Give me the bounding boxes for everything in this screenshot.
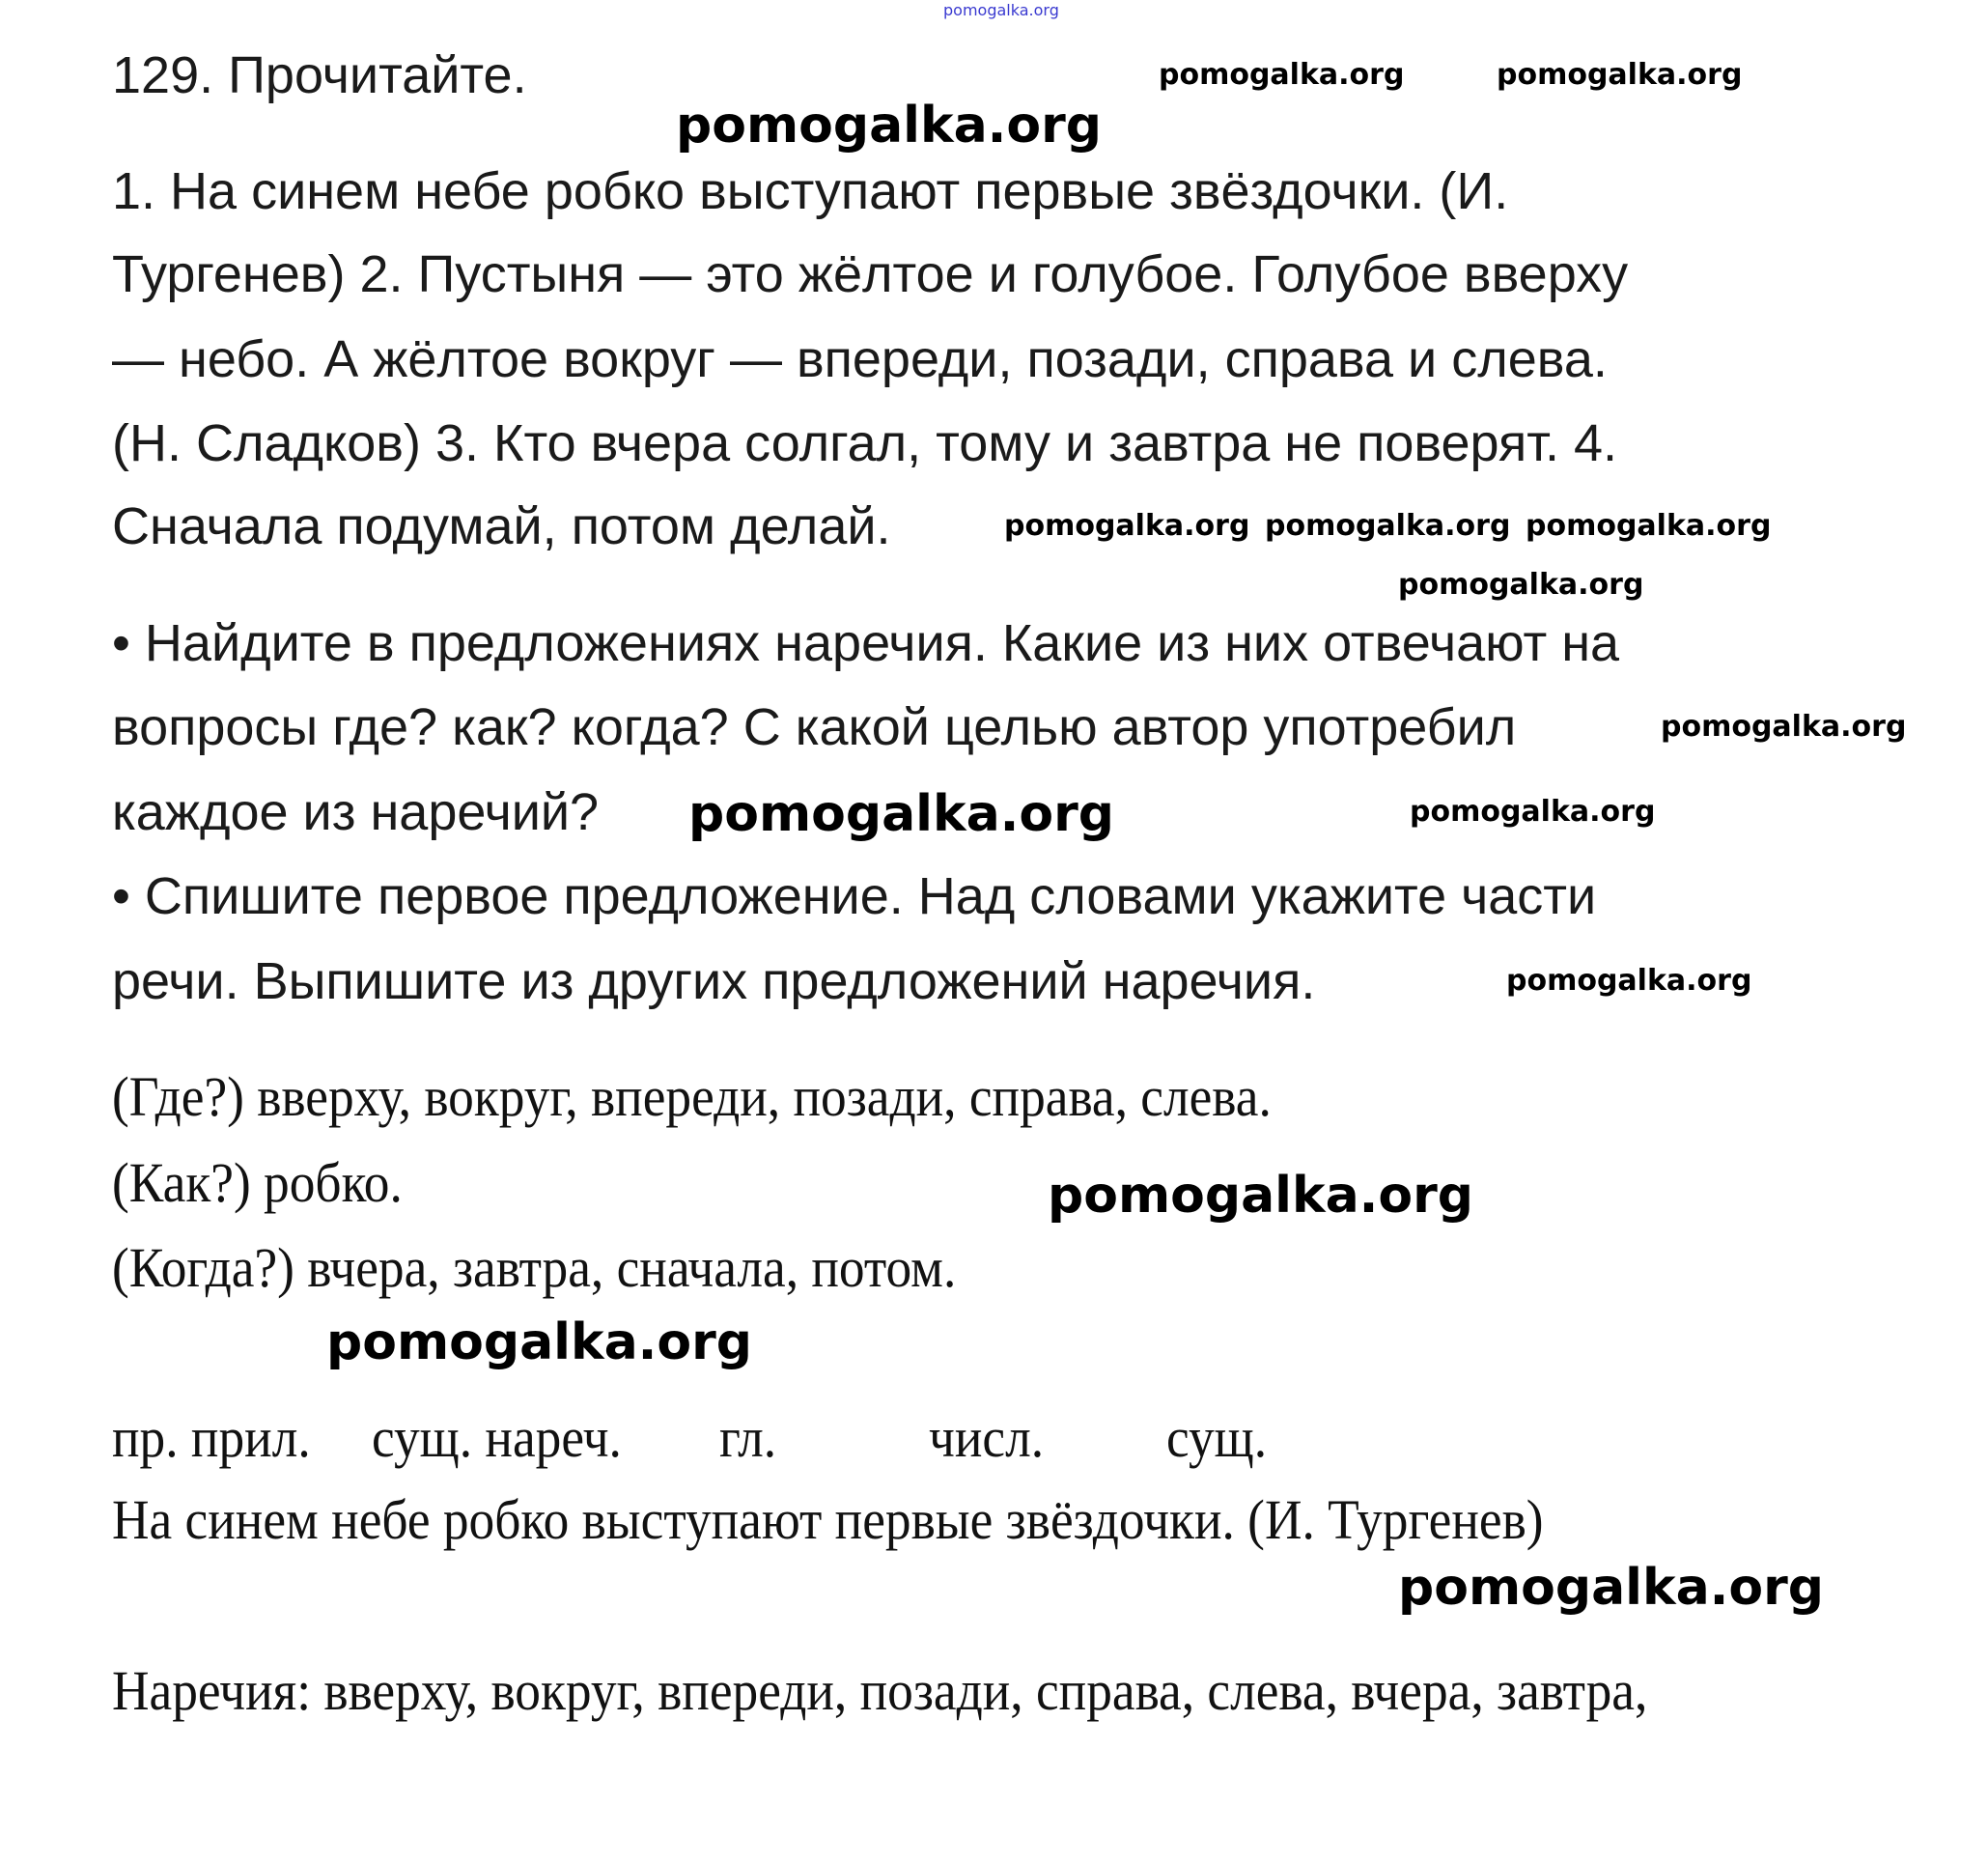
- watermark: pomogalka.org: [1265, 509, 1511, 543]
- task-line: каждое из наречий?: [112, 783, 600, 841]
- exercise-title: 129. Прочитайте.: [112, 46, 527, 104]
- pos-label: пр. прил.: [112, 1406, 311, 1469]
- watermark: pomogalka.org: [1159, 58, 1405, 92]
- task-line: • Найдите в предложениях наречия. Какие из них отвечают на: [112, 614, 1620, 672]
- watermark: pomogalka.org: [1506, 964, 1752, 998]
- watermark: pomogalka.org: [1004, 509, 1250, 543]
- watermark: pomogalka.org: [1398, 568, 1644, 602]
- text-line: (Н. Сладков) 3. Кто вчера солгал, тому и завтра не поверят. 4.: [112, 414, 1617, 472]
- watermark: pomogalka.org: [1526, 509, 1772, 543]
- watermark: pomogalka.org: [1410, 795, 1656, 829]
- watermark: pomogalka.org: [1048, 1167, 1474, 1225]
- watermark: pomogalka.org: [326, 1313, 753, 1371]
- pos-label: числ.: [929, 1406, 1045, 1469]
- answer-when: (Когда?) вчера, завтра, сначала, потом.: [112, 1236, 957, 1299]
- task-line: речи. Выпишите из других предложений наречия.: [112, 952, 1316, 1010]
- watermark: pomogalka.org: [1398, 1559, 1825, 1617]
- task-line: • Спишите первое предложение. Над словами укажите части: [112, 867, 1597, 925]
- watermark: pomogalka.org: [1661, 710, 1907, 744]
- watermark-top: pomogalka.org: [943, 1, 1059, 19]
- task-line: вопросы где? как? когда? С какой целью автор употребил: [112, 698, 1517, 756]
- watermark: pomogalka.org: [676, 97, 1103, 155]
- watermark: pomogalka.org: [688, 785, 1115, 843]
- text-line: Сначала подумай, потом делай.: [112, 497, 891, 555]
- pos-label: сущ. нареч.: [372, 1406, 622, 1469]
- text-line: — небо. А жёлтое вокруг — впереди, позади, справа и слева.: [112, 330, 1608, 388]
- pos-label: сущ.: [1166, 1406, 1268, 1469]
- answer-how: (Как?) робко.: [112, 1151, 403, 1214]
- answer-adverbs: Наречия: вверху, вокруг, впереди, позади, справа, слева, вчера, завтра,: [112, 1659, 1648, 1722]
- text-line: 1. На синем небе робко выступают первые звёздочки. (И.: [112, 162, 1509, 220]
- text-line: Тургенев) 2. Пустыня — это жёлтое и голубое. Голубое вверху: [112, 245, 1629, 303]
- pos-label: гл.: [719, 1406, 777, 1469]
- answer-where: (Где?) вверху, вокруг, впереди, позади, справа, слева.: [112, 1065, 1272, 1128]
- answer-sentence: На синем небе робко выступают первые звёздочки. (И. Тургенев): [112, 1488, 1544, 1551]
- watermark: pomogalka.org: [1497, 58, 1743, 92]
